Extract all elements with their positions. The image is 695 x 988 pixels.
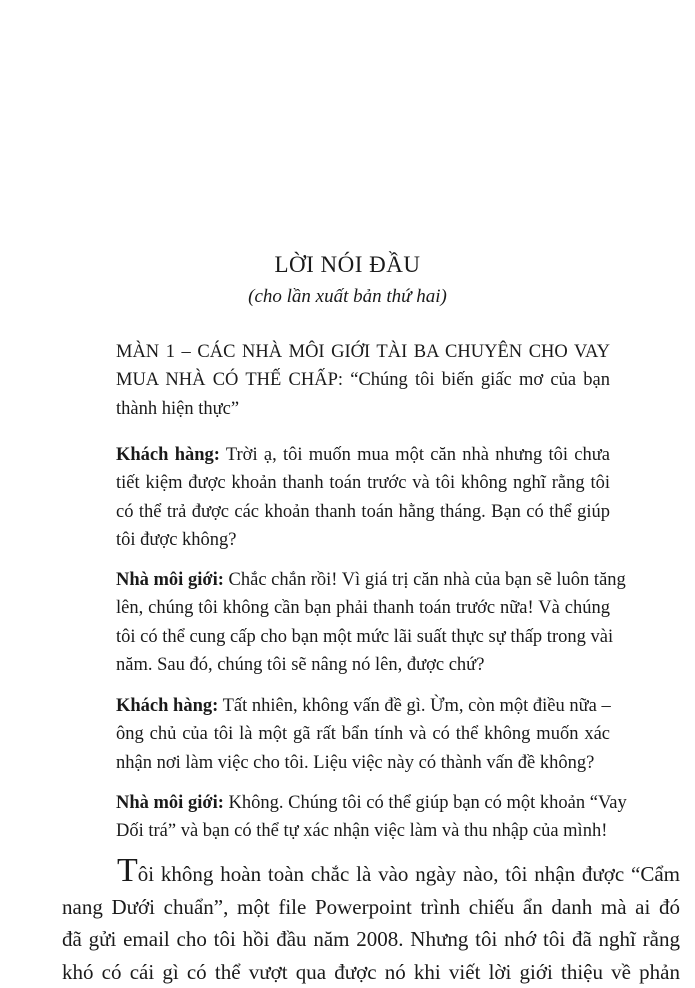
text-line: ông chủ của tôi là một gã rất bẩn tính và có thể không muốn xác [116,720,610,748]
scene-heading [116,338,610,423]
text-line: Trời ạ, tôi muốn mua một căn nhà nhưng tôi chưa [220,445,610,465]
text-line: nhận nơi làm việc cho tôi. Liệu việc này có thành vấn đề không? [116,749,610,777]
drop-cap: T [117,852,138,889]
text-line: Không. Chúng tôi có thể giúp bạn có một khoản “Vay [224,793,627,813]
dialogue-broker-1 [116,566,610,679]
text-line: MUA NHÀ CÓ THẾ CHẤP: “Chúng tôi biến giấc mơ của bạn [116,366,610,394]
text-line: MÀN 1 – CÁC NHÀ MÔI GIỚI TÀI BA CHUYÊN CHO VAY [116,338,610,366]
text-line: có thể trả được các khoản thanh toán hằng tháng. Bạn có thể giúp [116,498,610,526]
text-line: lên, chúng tôi không cần bạn phải thanh toán trước nữa! Và chúng [116,594,610,622]
dialogue-customer-2 [116,692,610,777]
text-line: Chắc chắn rồi! Vì giá trị căn nhà của bạn sẽ luôn tăng [224,570,626,590]
text-line: thành hiện thực” [116,395,610,423]
speaker-label: Nhà môi giới: [116,570,224,590]
text-line: tiết kiệm được khoản thanh toán trước và tôi không nghĩ rằng tôi [116,469,610,497]
speaker-label: Nhà môi giới: [116,793,224,813]
text-line: Tất nhiên, không vấn đề gì. Ừm, còn một điều nữa – [218,696,610,716]
speaker-label: Khách hàng: [116,696,218,716]
text-line: ôi không hoàn toàn chắc là vào ngày nào, tôi nhận được “Cẩm [138,862,680,886]
text-line: năm. Sau đó, chúng tôi sẽ nâng nó lên, được chứ? [116,651,610,679]
chapter-subtitle: (cho lần xuất bản thứ hai) [0,286,695,308]
text-line: khó có cái gì có thể vượt qua được nó khi viết lời giới thiệu về phản [62,956,680,988]
body-paragraph [62,858,680,988]
text-line: đã gửi email cho tôi hồi đầu năm 2008. Nhưng tôi nhớ tôi đã nghĩ rằng [62,923,680,956]
dialogue-broker-2 [116,789,610,846]
text-line: nang Dưới chuẩn”, một file Powerpoint trình chiếu ẩn danh mà ai đó [62,891,680,924]
speaker-label: Khách hàng: [116,445,220,465]
text-line: tôi có thể cung cấp cho bạn một mức lãi suất thực sự thấp trong vài [116,623,610,651]
chapter-title: LỜI NÓI ĐẦU [0,252,695,278]
text-line: Dối trá” và bạn có thể tự xác nhận việc làm và thu nhập của mình! [116,817,610,845]
text-line: tôi được không? [116,526,610,554]
dialogue-customer-1 [116,441,610,554]
